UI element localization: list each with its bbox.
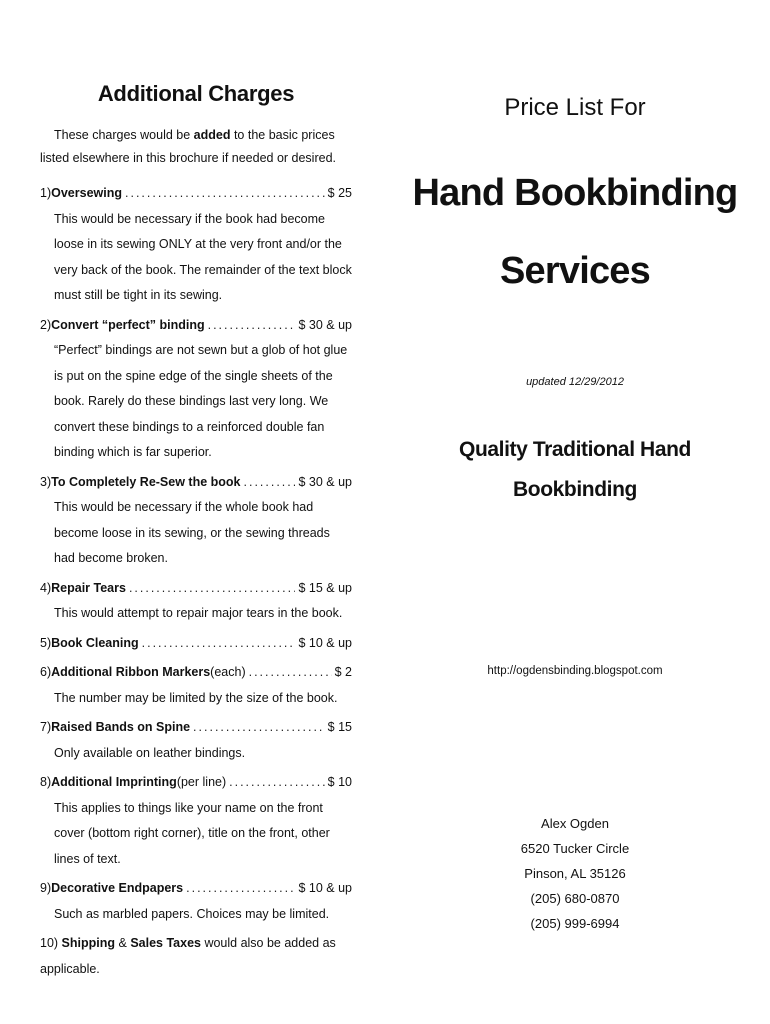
quality-tagline — [400, 430, 750, 510]
item-description: This would attempt to repair major tears in the book. — [54, 606, 343, 620]
item-name: To Completely Re-Sew the book — [51, 474, 241, 489]
item-qualifier: (per line) — [176, 775, 227, 789]
blog-url[interactable]: http://ogdensbinding.blogspot.com — [487, 665, 663, 677]
item-number: 3) — [40, 474, 52, 489]
item-number: 10) — [40, 936, 62, 950]
item-price: $ 2 — [334, 665, 352, 679]
charge-row — [40, 631, 352, 657]
charge-row — [40, 470, 352, 496]
main-title — [400, 154, 750, 310]
cover-panel — [400, 88, 750, 931]
item-price: $ 15 — [327, 720, 352, 734]
item-price: $ 10 — [327, 775, 352, 789]
intro-text — [40, 124, 352, 170]
intro-pre: These charges would be — [54, 128, 194, 142]
dot-leader — [142, 631, 296, 657]
item-price: $ 30 & up — [298, 474, 352, 489]
intro-bold: added — [193, 128, 231, 142]
dot-leader — [249, 660, 332, 686]
dot-leader — [229, 770, 325, 796]
charge-row — [40, 576, 352, 602]
charge-item-2 — [40, 313, 352, 466]
item-qualifier: (each) — [210, 665, 246, 679]
item-name: Raised Bands on Spine — [51, 720, 191, 734]
intro-post: to the basic prices listed elsewhere in this brochure if needed or desired. — [40, 128, 337, 165]
item-number: 7) — [40, 720, 52, 734]
item-description: “Perfect” bindings are not sewn but a glob of hot glue is put on the spine edge of the single sheets of the book. Rarely do these bindings last very long. We convert these bindings to a reinforced double fan binding which is far superior. — [54, 343, 348, 459]
quality-line1: Quality Traditional Hand — [459, 438, 691, 461]
item-name: Convert “perfect” binding — [51, 317, 205, 332]
last-item-text: would also be added as applicable. — [40, 936, 336, 976]
item-description: Such as marbled papers. Choices may be limited. — [54, 906, 330, 921]
charge-item-10 — [40, 931, 352, 982]
contact-block — [400, 811, 750, 936]
quality-line2: Bookbinding — [513, 478, 637, 501]
item-description: This applies to things like your name on the front cover (bottom right corner), title on the front, other lines of text. — [54, 800, 330, 866]
ampersand: & — [115, 936, 131, 950]
charge-item-1 — [40, 181, 352, 309]
contact-name: Alex Ogden — [541, 816, 609, 831]
dot-leader — [193, 715, 325, 741]
item-price: $ 15 & up — [298, 580, 352, 595]
dot-leader — [125, 181, 325, 207]
charge-item-4 — [40, 576, 352, 627]
charge-item-9 — [40, 876, 352, 927]
contact-city: Pinson, AL 35126 — [524, 866, 626, 881]
dot-leader — [186, 876, 295, 902]
charge-item-3 — [40, 470, 352, 572]
item-name: Additional Imprinting — [51, 775, 177, 789]
charge-row — [40, 770, 352, 796]
item-number: 1) — [40, 186, 52, 200]
price-list-for: Price List For — [504, 94, 646, 121]
main-title-line1: Hand Bookbinding — [412, 172, 738, 214]
item-number: 5) — [40, 635, 52, 650]
sales-taxes-label: Sales Taxes — [130, 936, 201, 950]
item-number: 9) — [40, 881, 52, 895]
charge-item-5 — [40, 631, 352, 657]
item-name: Book Cleaning — [51, 635, 139, 650]
item-number: 2) — [40, 317, 52, 332]
dot-leader — [208, 313, 296, 339]
dot-leader — [129, 576, 296, 602]
item-description: Only available on leather bindings. — [54, 745, 246, 760]
item-name: Repair Tears — [51, 580, 126, 595]
charge-row — [40, 876, 352, 902]
item-price: $ 30 & up — [298, 317, 352, 332]
item-name: Decorative Endpapers — [51, 881, 184, 895]
charge-row — [40, 660, 352, 686]
charges-list — [40, 181, 352, 927]
dot-leader — [244, 470, 296, 496]
item-number: 8) — [40, 775, 52, 789]
charge-item-8 — [40, 770, 352, 872]
contact-phone-2: (205) 999-6994 — [530, 916, 620, 931]
charge-item-6 — [40, 660, 352, 711]
item-description: This would be necessary if the whole book had become loose in its sewing, or the sewing threads had become broken. — [54, 500, 330, 565]
charge-row — [40, 181, 352, 207]
main-title-line2: Services — [500, 250, 650, 292]
updated-date: updated 12/29/2012 — [526, 376, 624, 388]
additional-charges-panel — [40, 78, 352, 986]
additional-charges-heading: Additional Charges — [97, 81, 295, 106]
charge-row — [40, 313, 352, 339]
item-description: The number may be limited by the size of the book. — [54, 690, 338, 705]
item-name: Additional Ribbon Markers — [51, 665, 211, 679]
item-price: $ 25 — [327, 186, 352, 200]
shipping-label: Shipping — [61, 936, 116, 950]
contact-phone-1: (205) 680-0870 — [530, 891, 620, 906]
item-price: $ 10 & up — [298, 635, 352, 650]
item-name: Oversewing — [51, 186, 122, 200]
item-number: 4) — [40, 580, 52, 595]
contact-street: 6520 Tucker Circle — [520, 841, 630, 856]
charge-item-7 — [40, 715, 352, 766]
item-description: This would be necessary if the book had become loose in its sewing ONLY at the very front and/or the very back of the book. The remainder of the text block must still be tight in its sewing. — [54, 211, 352, 302]
charge-row — [40, 715, 352, 741]
item-price: $ 10 & up — [298, 881, 352, 895]
item-number: 6) — [40, 665, 52, 679]
